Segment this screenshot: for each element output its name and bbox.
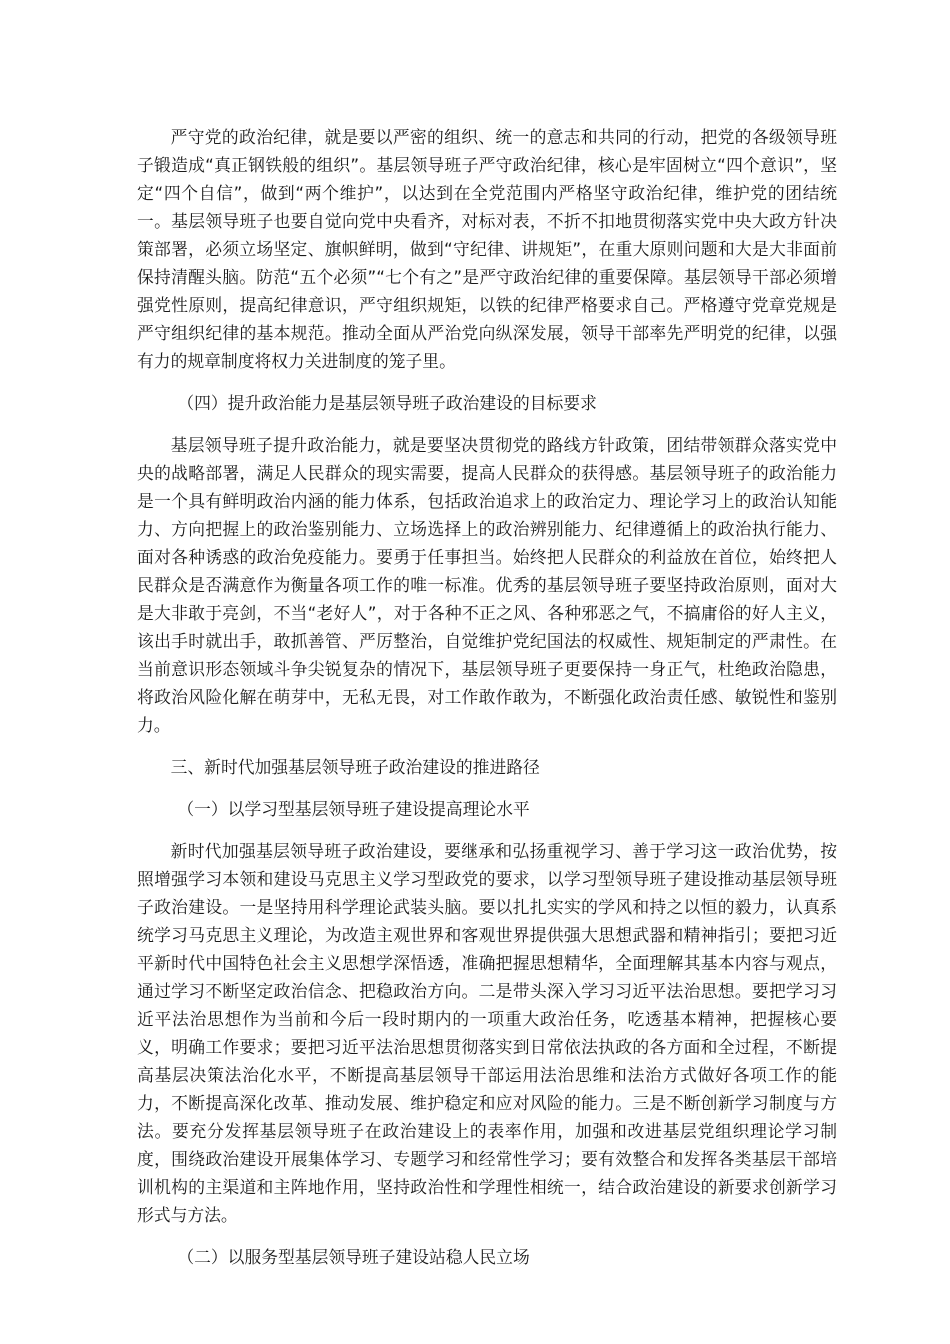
section-heading-advancement-path: 三、新时代加强基层领导班子政治建设的推进路径 — [170, 757, 540, 777]
document-page — [137, 123, 837, 1285]
body-paragraph-political-ability: 基层领导班子提升政治能力，就是要坚决贯彻党的路线方针政策，团结带领群众落实党中央的战略部署，满足人民群众的现实需要，提高人民群众的获得感。基层领导班子的政治能力是一个具有鲜明政治内涵的能力体系，包括政治追求上的政治定力、理论学习上的政治认知能力、方向把握上的政治鉴别能力、立场选择上的政治辨别能力、纪律遵循上的政治执行能力、面对各种诱惑的政治免疫能力。要勇于任事担当。始终把人民群众的利益放在首位，始终把人民群众是否满意作为衡量各项工作的唯一标准。优秀的基层领导班子要坚持政治原则，面对大是大非敢于亮剑，不当“老好人”，对于各种不正之风、各种邪恶之气，不搞庸俗的好人主义，该出手时就出手，敢抓善管、严厉整治，自觉维护党纪国法的权威性、规矩制定的严肃性。在当前意识形态领域斗争尖锐复杂的情况下，基层领导班子更要保持一身正气，杜绝政治隐患，将政治风险化解在萌芽中，无私无畏，对工作敢作敢为，不断强化政治责任感、敏锐性和鉴别力。 — [137, 435, 837, 735]
body-paragraph-learning-team: 新时代加强基层领导班子政治建设，要继承和弘扬重视学习、善于学习这一政治优势，按照增强学习本领和建设马克思主义学习型政党的要求，以学习型领导班子建设推动基层领导班子政治建设。一是坚持用科学理论武装头脑。要以扎扎实实的学风和持之以恒的毅力，认真系统学习马克思主义理论，为改造主观世界和客观世界提供强大思想武器和精神指引；要把习近平新时代中国特色社会主义思想学深悟透，准确把握思想精华，全面理解其基本内容与观点，通过学习不断坚定政治信念、把稳政治方向。二是带头深入学习习近平法治思想。要把学习习近平法治思想作为当前和今后一段时期内的一项重大政治任务，吃透基本精神，把握核心要义，明确工作要求；要把习近平法治思想贯彻落实到日常依法执政的各方面和全过程，不断提高基层决策法治化水平，不断提高基层领导干部运用法治思维和法治方式做好各项工作的能力，不断提高深化改革、推动发展、维护稳定和应对风险的能力。三是不断创新学习制度与方法。要充分发挥基层领导班子在政治建设上的表率作用，加强和改进基层党组织理论学习制度，围绕政治建设开展集体学习、专题学习和经常性学习；要有效整合和发挥各类基层干部培训机构的主渠道和主阵地作用，坚持政治性和学理性相统一，结合政治建设的新要求创新学习形式与方法。 — [137, 841, 837, 1225]
body-paragraph-political-discipline: 严守党的政治纪律，就是要以严密的组织、统一的意志和共同的行动，把党的各级领导班子锻造成“真正钢铁般的组织”。基层领导班子严守政治纪律，核心是牢固树立“四个意识”，坚定“四个自信”，做到“两个维护”，以达到在全党范围内严格坚守政治纪律，维护党的团结统一。基层领导班子也要自觉向党中央看齐，对标对表，不折不扣地贯彻落实党中央大政方针决策部署，必须立场坚定、旗帜鲜明，做到“守纪律、讲规矩”，在重大原则问题和大是大非面前保持清醒头脑。防范“五个必须”“七个有之”是严守政治纪律的重要保障。基层领导干部必须增强党性原则，提高纪律意识，严守组织规矩，以铁的纪律严格要求自己。严格遵守党章党规是严守组织纪律的基本规范。推动全面从严治党向纵深发展，领导干部率先严明党的纪律，以强有力的规章制度将权力关进制度的笼子里。 — [137, 127, 837, 371]
subheading-learning-team: （一）以学习型基层领导班子建设提高理论水平 — [177, 799, 530, 819]
subheading-political-ability: （四）提升政治能力是基层领导班子政治建设的目标要求 — [177, 393, 597, 413]
subheading-service-team: （二）以服务型基层领导班子建设站稳人民立场 — [177, 1247, 530, 1267]
